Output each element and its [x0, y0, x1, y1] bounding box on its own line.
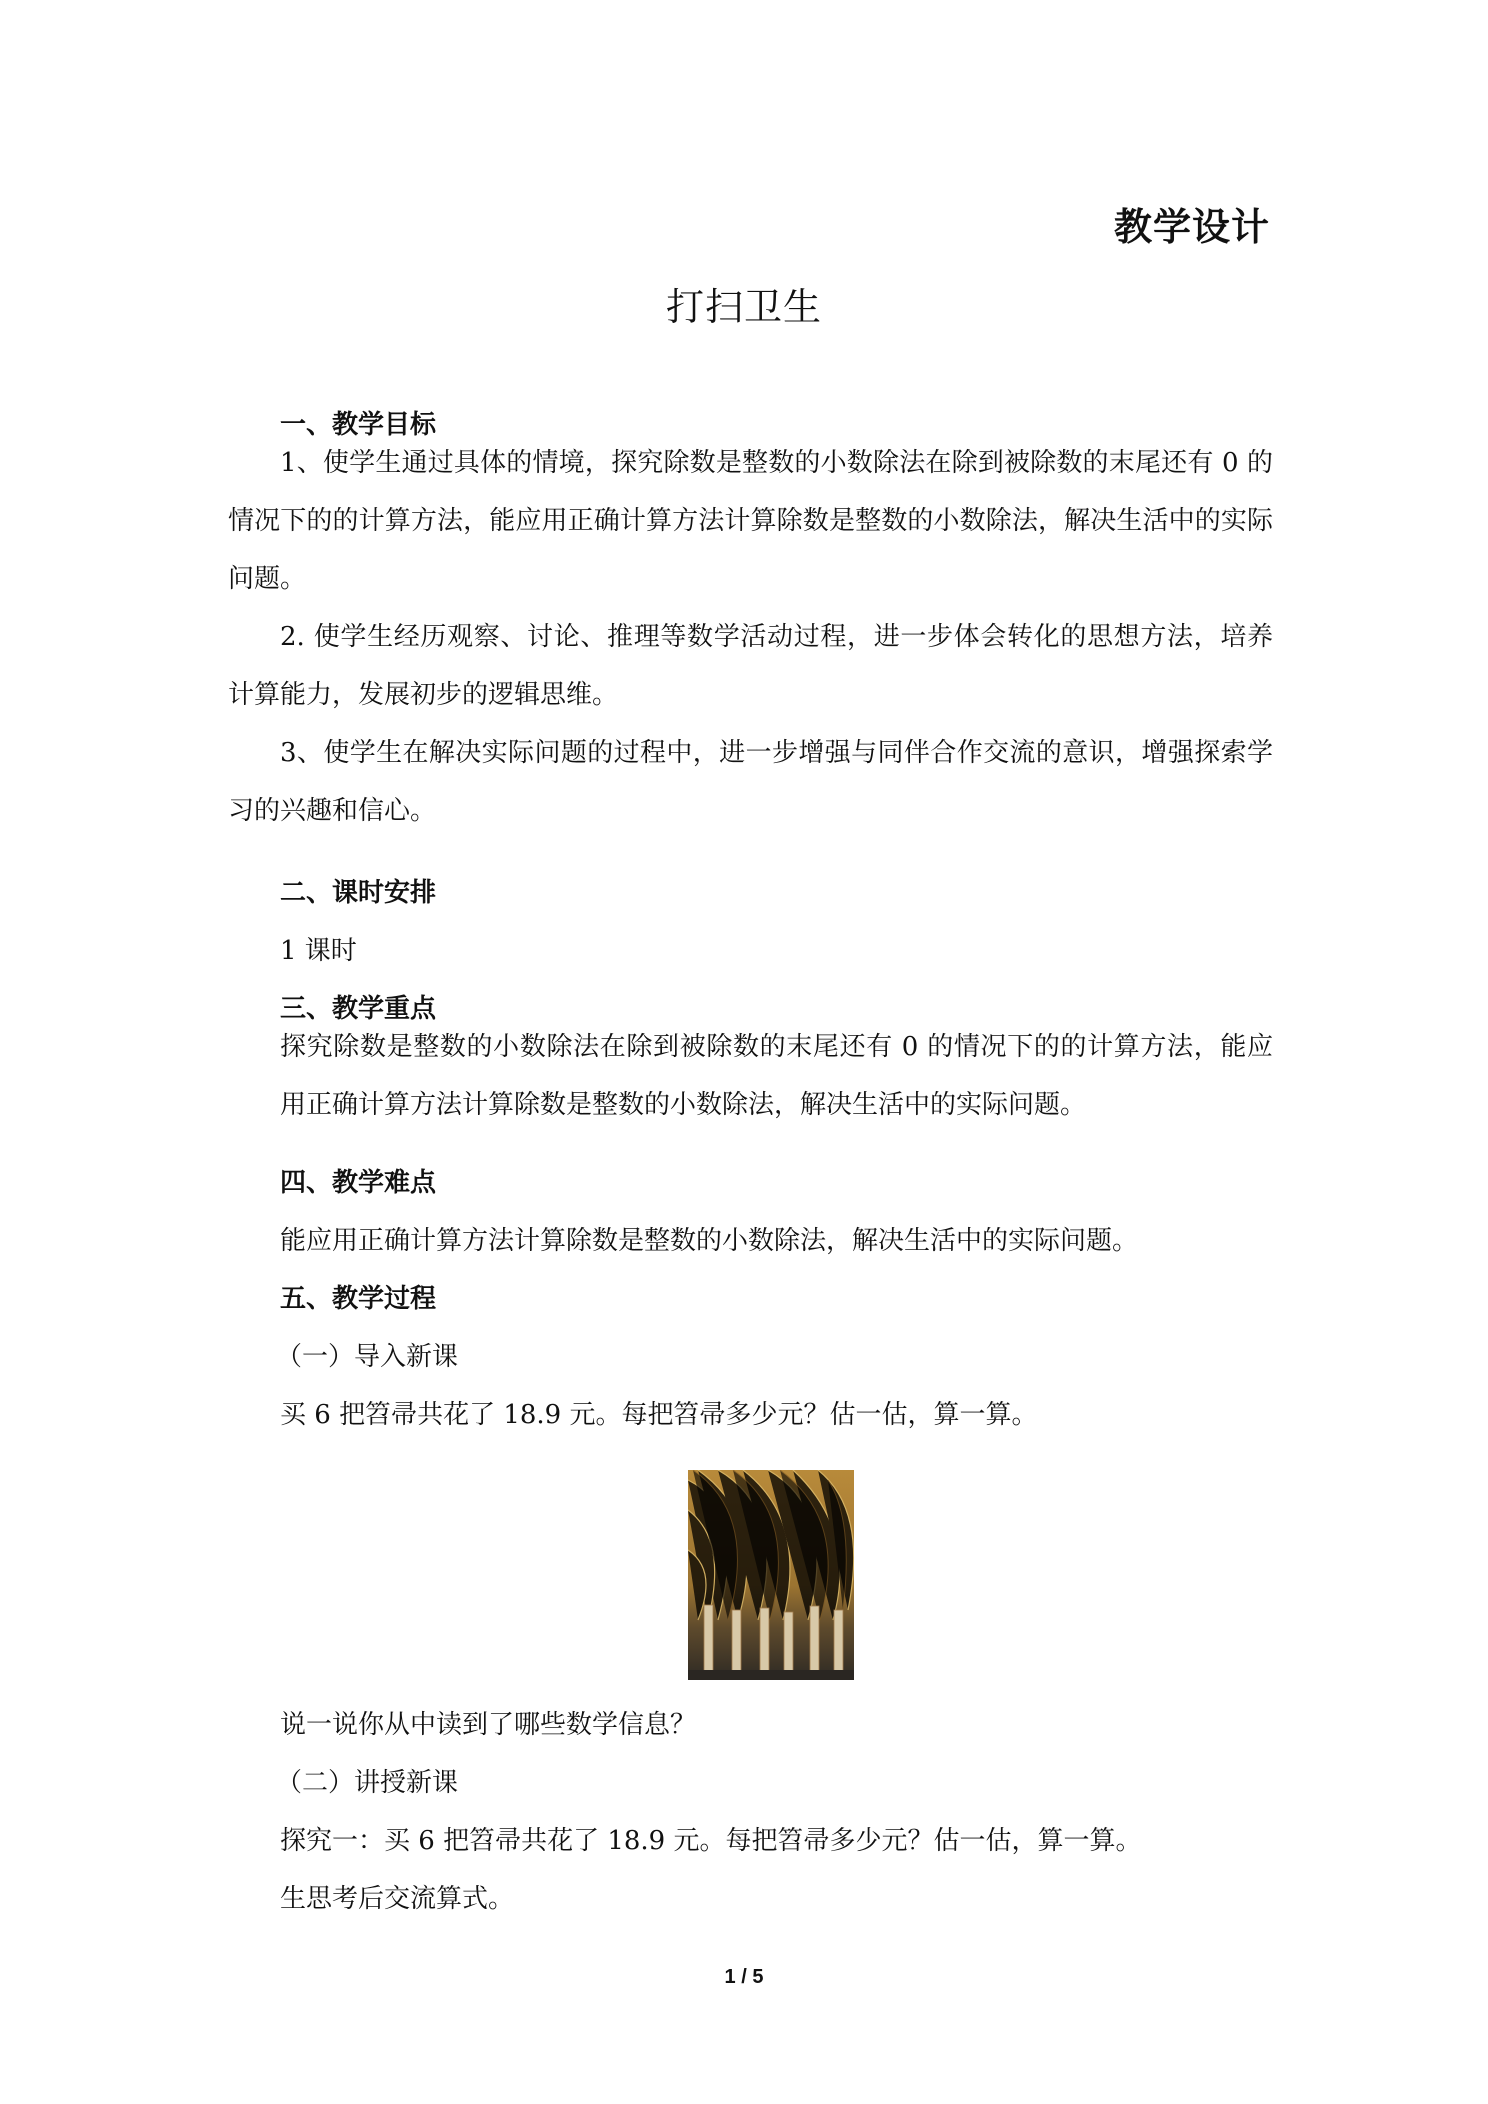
- goal-item-2: 2. 使学生经历观察、讨论、推理等数学活动过程，进一步体会转化的思想方法，培养计算能力，发展初步的逻辑思维。: [228, 622, 1273, 710]
- key-point-text: 探究除数是整数的小数除法在除到被除数的末尾还有 0 的情况下的的计算方法，能应用正确计算方法计算除数是整数的小数除法，解决生活中的实际问题。: [280, 1032, 1273, 1120]
- heading-process: 五、教学过程: [280, 1284, 437, 1314]
- broom-photo-icon: [688, 1470, 854, 1680]
- difficulty-text: 能应用正确计算方法计算除数是整数的小数除法，解决生活中的实际问题。: [280, 1226, 1139, 1256]
- heading-goals: 一、教学目标: [280, 410, 437, 440]
- goal-item-3: 3、使学生在解决实际问题的过程中，进一步增强与同伴合作交流的意识，增强探索学习的兴趣和信心。: [228, 738, 1273, 826]
- goal-item-1: 1、使学生通过具体的情境，探究除数是整数的小数除法在除到被除数的末尾还有 0 的情况下的的计算方法，能应用正确计算方法计算除数是整数的小数除法，解决生活中的实际问题。: [228, 448, 1273, 594]
- explore1-text: 探究一：买 6 把笤帚共花了 18.9 元。每把笤帚多少元？估一估，算一算。: [280, 1826, 1142, 1856]
- teach-label: （二）讲授新课: [276, 1768, 459, 1798]
- intro-text: 买 6 把笤帚共花了 18.9 元。每把笤帚多少元？估一估，算一算。: [280, 1400, 1038, 1430]
- heading-difficulty: 四、教学难点: [280, 1168, 437, 1198]
- prompt-text: 说一说你从中读到了哪些数学信息？: [280, 1710, 697, 1740]
- page-number: 1 / 5: [724, 1966, 764, 1988]
- exchange-text: 生思考后交流算式。: [280, 1884, 515, 1914]
- intro-label: （一）导入新课: [276, 1342, 459, 1372]
- document-type: 教学设计: [1113, 204, 1270, 249]
- schedule-text: 1 课时: [280, 936, 357, 966]
- heading-schedule: 二、课时安排: [280, 878, 437, 908]
- heading-key-point: 三、教学重点: [280, 994, 437, 1024]
- document-title: 打扫卫生: [665, 285, 822, 329]
